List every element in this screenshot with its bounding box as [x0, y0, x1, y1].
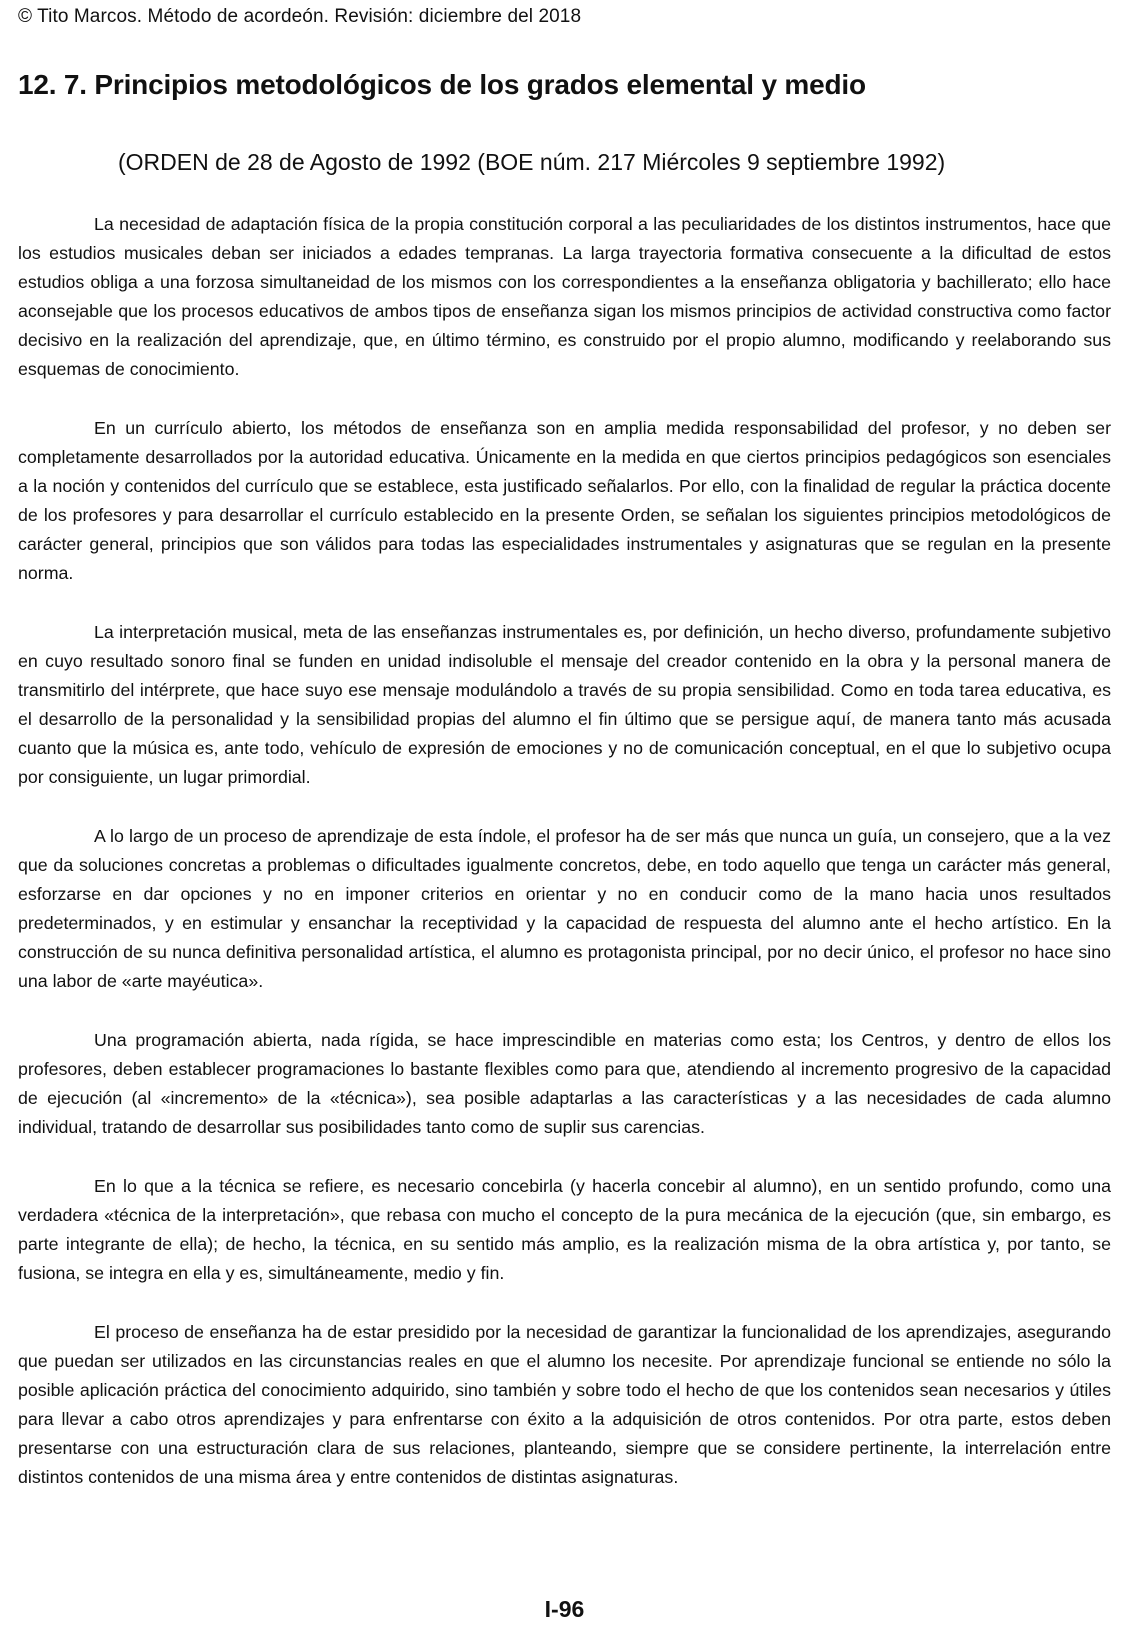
paragraph-1: La necesidad de adaptación física de la propia constitución corporal a las peculiaridades de los distintos instrumentos, hace que los estudios musicales deban ser iniciados a edades tempranas. La larga trayectoria formativa consecuente a la dificultad de estos estudios obliga a una forzosa simultaneidad de los mismos con los correspondientes a la enseñanza obligatoria y bachillerato; ello hace aconsejable que los procesos educativos de ambos tipos de enseñanza sigan los mismos principios de actividad constructiva como factor decisivo en la realización del aprendizaje, que, en último término, es construido por el propio alumno, modificando y reelaborando sus esquemas de conocimiento.: [18, 214, 1111, 379]
page-header: © Tito Marcos. Método de acordeón. Revisión: diciembre del 2018: [18, 6, 582, 27]
section-title: 12. 7. Principios metodológicos de los grados elemental y medio: [18, 69, 866, 100]
paragraph-7: El proceso de enseñanza ha de estar presidido por la necesidad de garantizar la funcionalidad de los aprendizajes, asegurando que puedan ser utilizados en las circunstancias reales en que el alumno los necesite. Por aprendizaje funcional se entiende no sólo la posible aplicación práctica del conocimiento adquirido, sino también y sobre todo el hecho de que los contenidos sean necesarios y útiles para llevar a cabo otros aprendizajes y para enfrentarse con éxito a la adquisición de otros contenidos. Por otra parte, estos deben presentarse con una estructuración clara de sus relaciones, planteando, siempre que se considere pertinente, la interrelación entre distintos contenidos de una misma área y entre contenidos de distintas asignaturas.: [18, 1322, 1111, 1487]
body-text: [18, 210, 1111, 1522]
paragraph-3: La interpretación musical, meta de las enseñanzas instrumentales es, por definición, un hecho diverso, profundamente subjetivo en cuyo resultado sonoro final se funden en unidad indisoluble el mensaje del creador contenido en la obra y la personal manera de transmitirlo del intérprete, que hace suyo ese mensaje modulándolo a través de su propia sensibilidad. Como en toda tarea educativa, es el desarrollo de la personalidad y la sensibilidad propias del alumno el fin último que se persigue aquí, de manera tanto más acusada cuanto que la música es, ante todo, vehículo de expresión de emociones y no de comunicación conceptual, en el que lo subjetivo ocupa por consiguiente, un lugar primordial.: [18, 622, 1111, 787]
paragraph-6: En lo que a la técnica se refiere, es necesario concebirla (y hacerla concebir al alumno), en un sentido profundo, como una verdadera «técnica de la interpretación», que rebasa con mucho el concepto de la pura mecánica de la ejecución (que, sin embargo, es parte integrante de ella); de hecho, la técnica, en su sentido más amplio, es la realización misma de la obra artística y, por tanto, se fusiona, se integra en ella y es, simultáneamente, medio y fin.: [18, 1176, 1111, 1283]
paragraph-5: Una programación abierta, nada rígida, se hace imprescindible en materias como esta; los Centros, y dentro de ellos los profesores, deben establecer programaciones lo bastante flexibles como para que, atendiendo al incremento progresivo de la capacidad de ejecución (al «incremento» de la «técnica»), sea posible adaptarlas a las características y a las necesidades de cada alumno individual, tratando de desarrollar sus posibilidades tanto como de suplir sus carencias.: [18, 1030, 1111, 1137]
page-number: I-96: [544, 1596, 585, 1622]
paragraph-2: En un currículo abierto, los métodos de enseñanza son en amplia medida responsabilidad del profesor, y no deben ser completamente desarrollados por la autoridad educativa. Únicamente en la medida en que ciertos principios pedagógicos son esenciales a la noción y contenidos del currículo que se establece, esta justificado señalarlos. Por ello, con la finalidad de regular la práctica docente de los profesores y para desarrollar el currículo establecido en la presente Orden, se señalan los siguientes principios metodológicos de carácter general, principios que son válidos para todas las especialidades instrumentales y asignaturas que se regulan en la presente norma.: [18, 418, 1111, 583]
section-subtitle: (ORDEN de 28 de Agosto de 1992 (BOE núm. 217 Miércoles 9 septiembre 1992): [118, 149, 946, 175]
paragraph-4: A lo largo de un proceso de aprendizaje de esta índole, el profesor ha de ser más que nunca un guía, un consejero, que a la vez que da soluciones concretas a problemas o dificultades igualmente concretos, debe, en todo aquello que tenga un carácter más general, esforzarse en dar opciones y no en imponer criterios en orientar y no en conducir como de la mano hacia unos resultados predeterminados, y en estimular y ensanchar la receptividad y la capacidad de respuesta del alumno ante el hecho artístico. En la construcción de su nunca definitiva personalidad artística, el alumno es protagonista principal, por no decir único, el profesor no hace sino una labor de «arte mayéutica».: [18, 826, 1111, 991]
